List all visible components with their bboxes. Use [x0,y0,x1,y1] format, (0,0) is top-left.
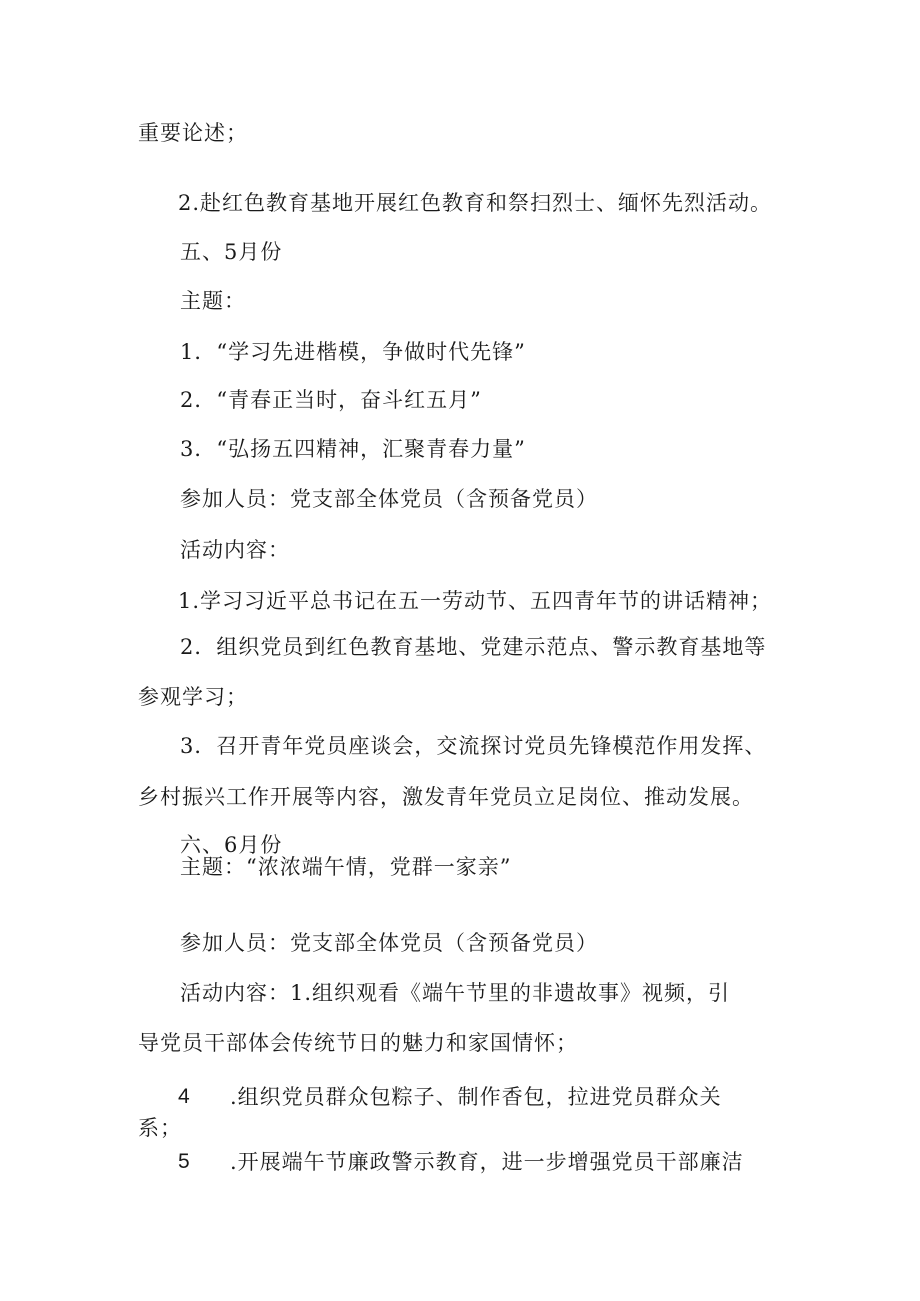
text-line: 乡村振兴工作开展等内容，激发青年党员立足岗位、推动发展。 [138,785,754,809]
text-line: 2.赴红色教育基地开展红色教育和祭扫烈士、缅怀先烈活动。 [178,191,773,215]
text-line: 参加人员：党支部全体党员（含预备党员） [180,487,598,511]
text-line: 3．召开青年党员座谈会，交流探讨党员先锋模范作用发挥、 [180,734,767,758]
text-line: 主题： [180,289,246,313]
text-line: 参加人员：党支部全体党员（含预备党员） [180,931,598,955]
text-line: 3．“弘扬五四精神，汇聚青春力量” [180,437,526,461]
text-line: 活动内容： [180,538,290,562]
section-heading: 六、6月份 [180,833,283,857]
section-heading: 五、5月份 [180,240,283,264]
text-line: 系； [138,1116,182,1140]
item-number: 4 [178,1085,190,1108]
text-line: 2．组织党员到红色教育基地、党建示范点、警示教育基地等 [180,635,767,659]
text-line: .开展端午节廉政警示教育，进一步增强党员干部廉洁 [230,1150,744,1174]
text-line: .组织党员群众包粽子、制作香包，拉进党员群众关 [230,1085,722,1109]
text-line: 1.学习习近平总书记在五一劳动节、五四青年节的讲话精神； [178,589,773,613]
item-number: 5 [178,1150,190,1173]
text-line: 2．“青春正当时，奋斗红五月” [180,388,482,412]
text-line: 重要论述； [138,121,248,145]
text-line: 活动内容：1.组织观看《端午节里的非遗故事》视频，引 [180,981,731,1005]
text-line: 主题：“浓浓端午情，党群一家亲” [180,855,512,879]
text-line: 参观学习； [138,685,248,709]
text-line: 导党员干部体会传统节日的魅力和家国情怀； [138,1031,578,1055]
text-line: 1．“学习先进楷模，争做时代先锋” [180,340,526,364]
